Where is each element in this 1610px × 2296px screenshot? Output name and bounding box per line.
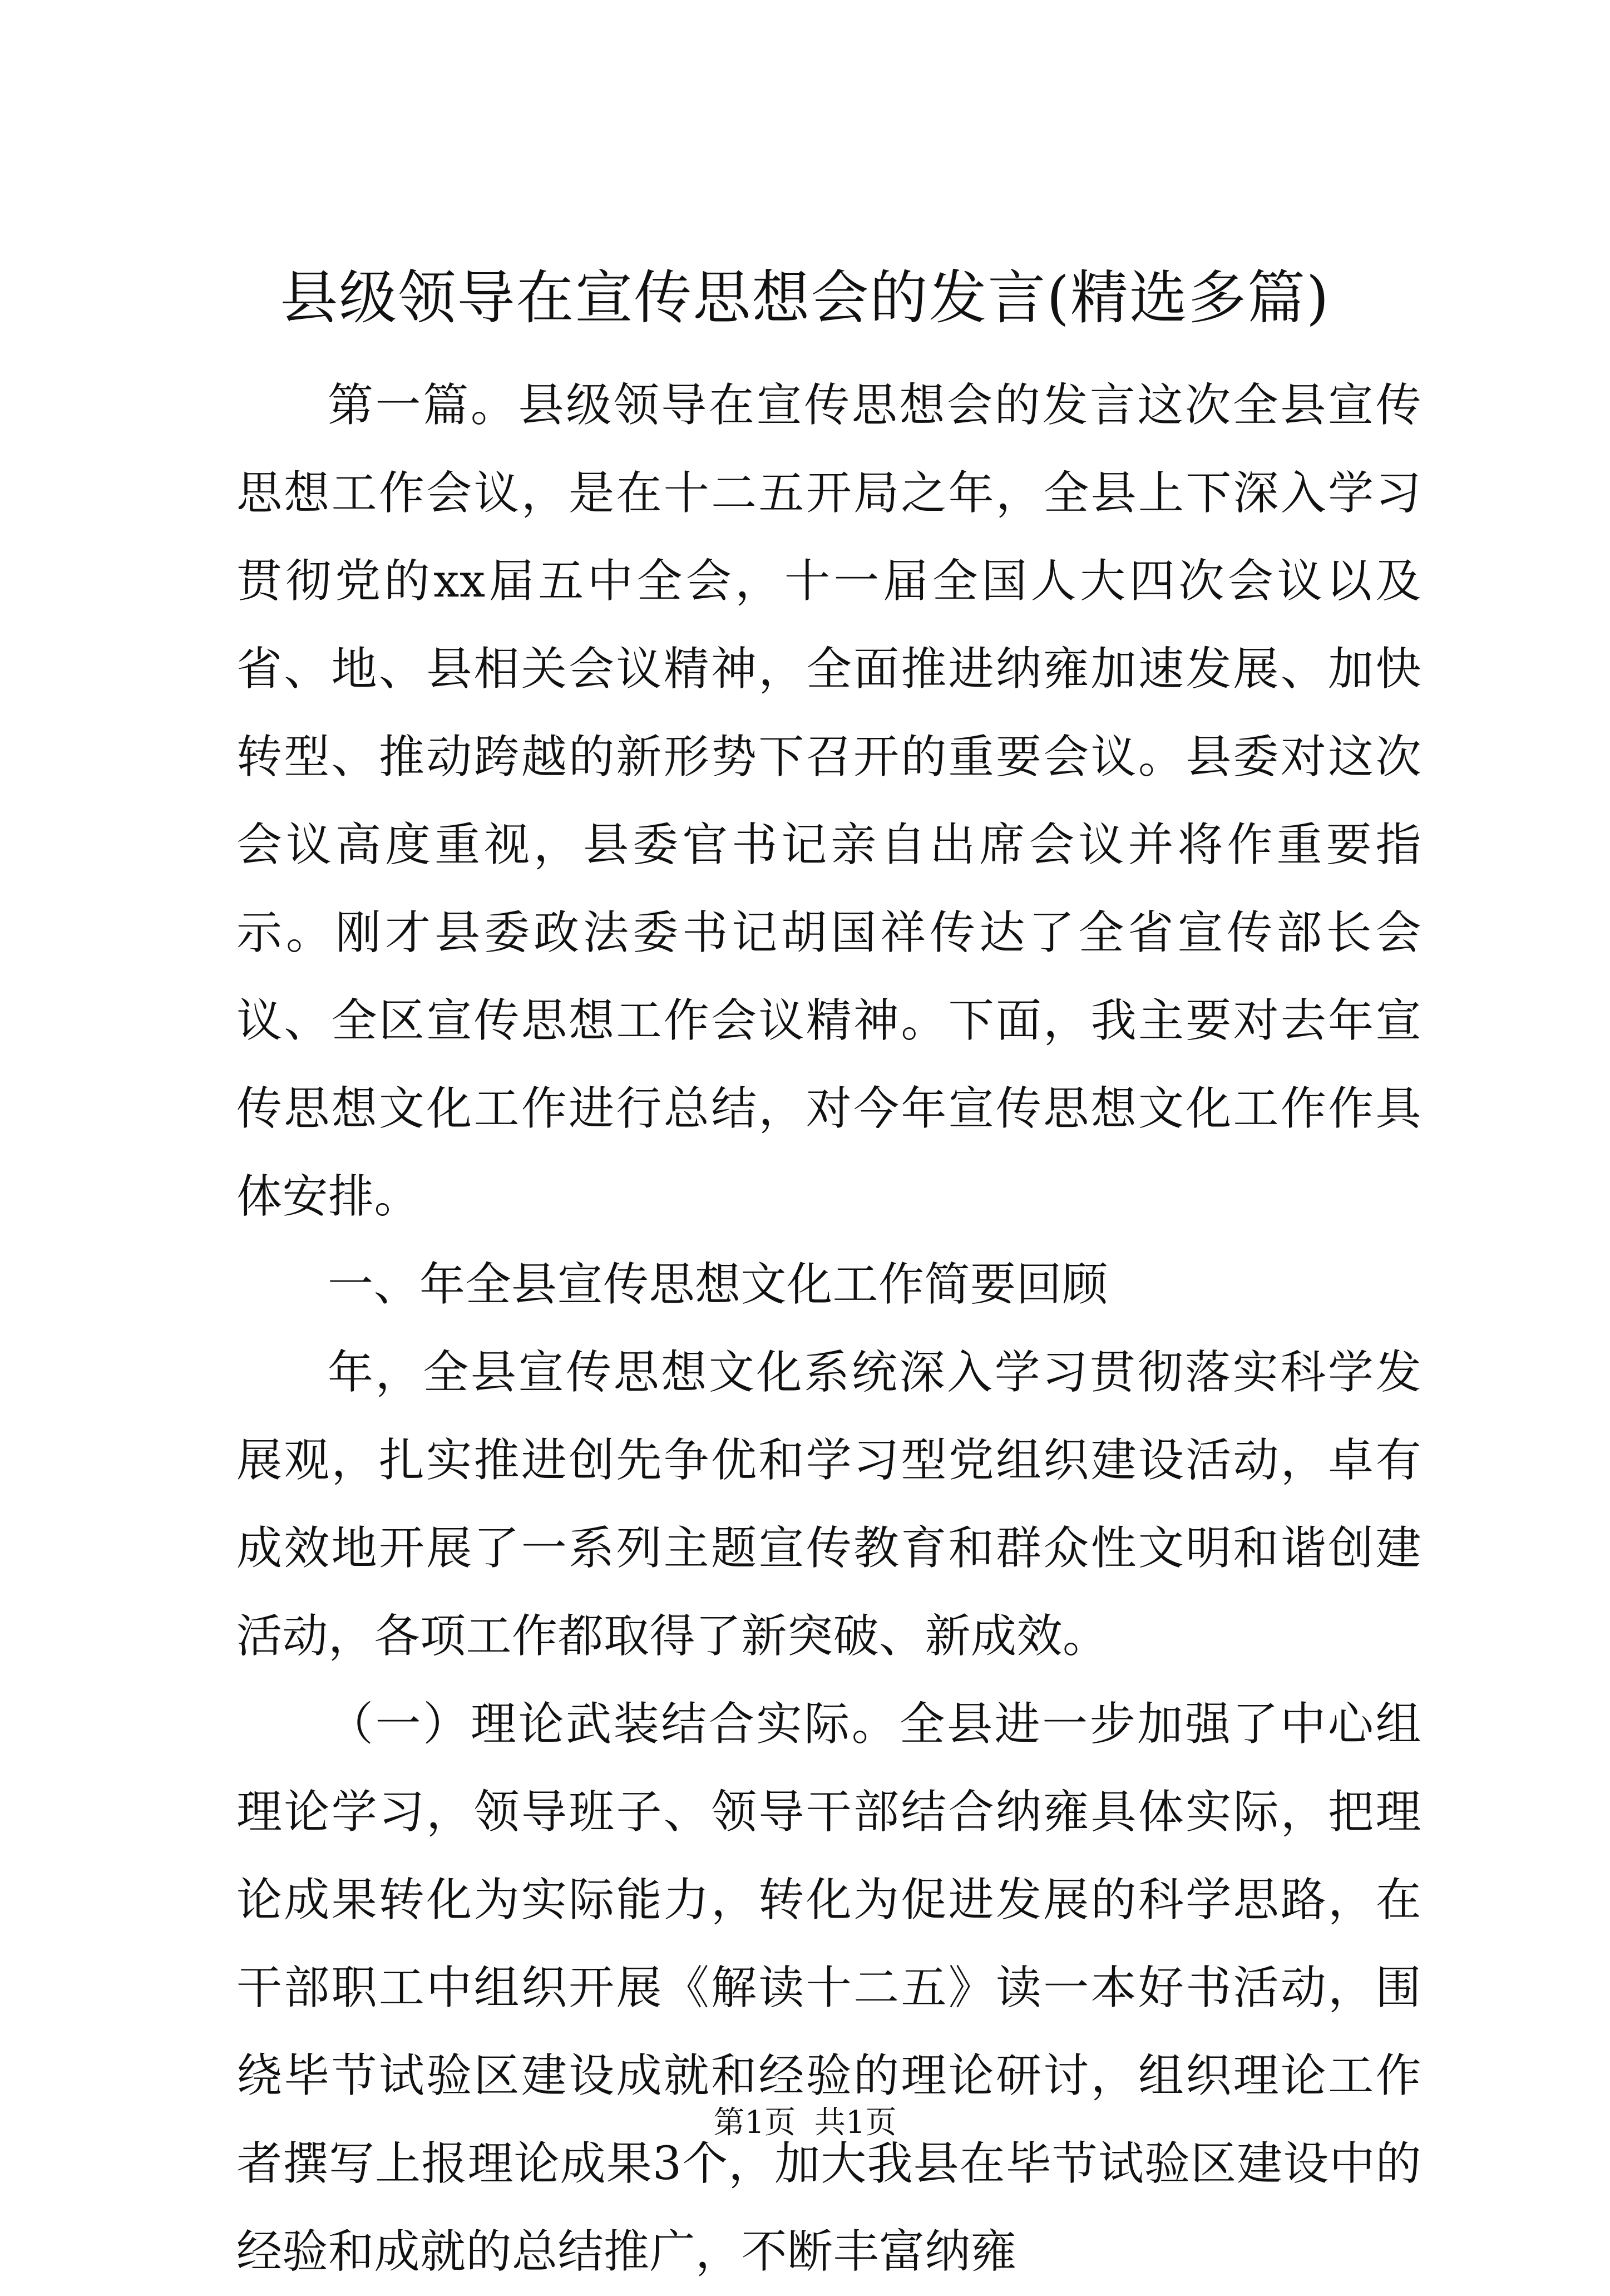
document-body <box>236 362 1421 2296</box>
page-number: 第1页 <box>713 2105 796 2141</box>
paragraph: 第一篇。县级领导在宣传思想会的发言这次全县宣传思想工作会议，是在十二五开局之年，全县上下深入学习贯彻党的xx届五中全会，十一届全国人大四次会议以及省、地、县相关会议精神，全面推进纳雍加速发展、加快转型、推动跨越的新形势下召开的重要会议。县委对这次会议高度重视，县委官书记亲自出席会议并将作重要指示。刚才县委政法委书记胡国祥传达了全省宣传部长会议、全区宣传思想工作会议精神。下面，我主要对去年宣传思想文化工作进行总结，对今年宣传思想文化工作作具体安排。 <box>236 379 1421 1223</box>
paragraph: （一）理论武装结合实际。全县进一步加强了中心组理论学习，领导班子、领导干部结合纳雍具体实际，把理论成果转化为实际能力，转化为促进发展的科学思路，在干部职工中组织开展《解读十二五》读一本好书活动，围绕毕节试验区建设成就和经验的理论研讨，组织理论工作者撰写上报理论成果3个，加大我县在毕节试验区建设中的经验和成就的总结推广，不断丰富纳雍 <box>236 1698 1421 2278</box>
section-heading: 一、年全县宣传思想文化工作简要回顾 <box>328 1258 1108 1311</box>
page-total: 共1页 <box>814 2105 897 2141</box>
page-footer <box>0 2101 1610 2145</box>
paragraph: 年，全县宣传思想文化系统深入学习贯彻落实科学发展观，扎实推进创先争优和学习型党组织建设活动，卓有成效地开展了一系列主题宣传教育和群众性文明和谐创建活动，各项工作都取得了新突破、新成效。 <box>236 1346 1421 1663</box>
document-title: 县级领导在宣传思想会的发言(精选多篇) <box>280 264 1330 332</box>
